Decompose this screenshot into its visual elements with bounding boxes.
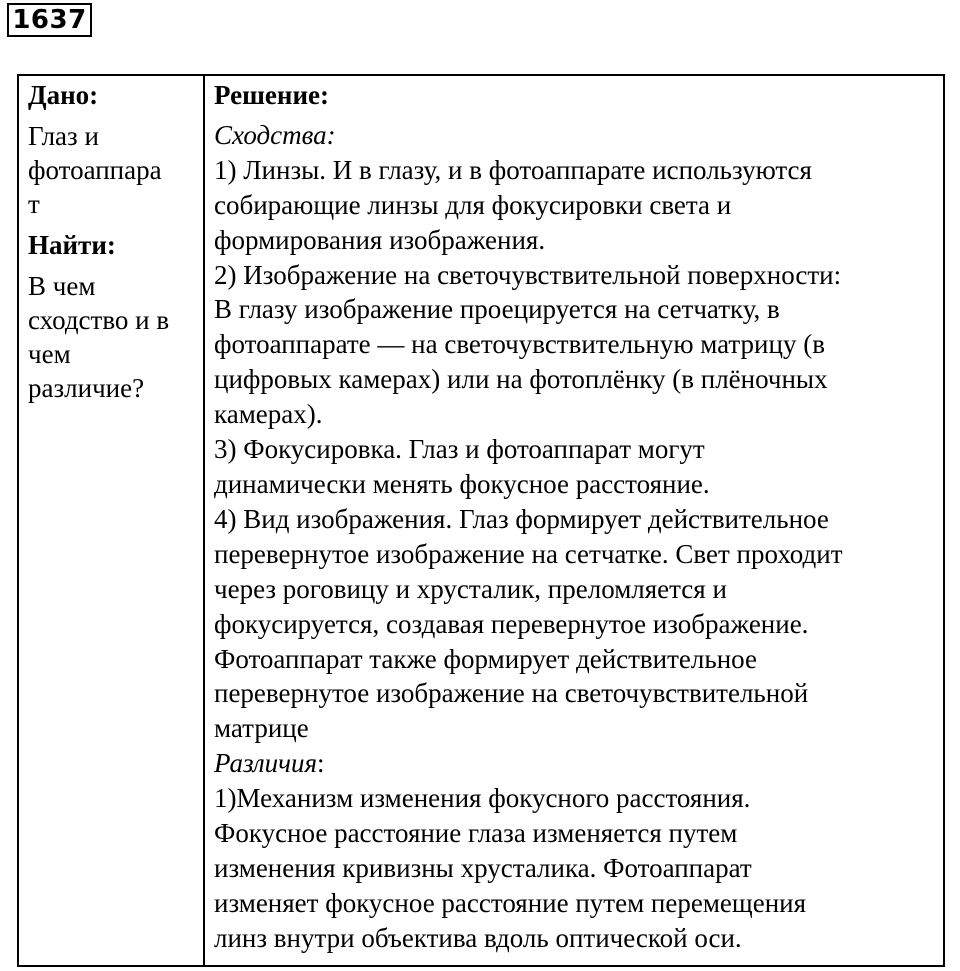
solution-line: линз внутри объектива вдоль оптической оси. xyxy=(214,922,742,953)
solution-line: матрице xyxy=(214,713,309,744)
solution-line: цифровых камерах) или на фотоплёнку (в плёночных xyxy=(214,364,828,395)
solution-line: 3) Фокусировка. Глаз и фотоаппарат могут xyxy=(214,434,705,465)
given-heading: Дано: xyxy=(28,80,99,110)
problem-number: 1637 xyxy=(7,3,92,37)
solution-line: Фотоаппарат также формирует действительное xyxy=(214,643,757,674)
find-heading: Найти: xyxy=(28,230,116,260)
differences-label: Различия xyxy=(214,748,318,779)
solution-line: 1) Линзы. И в глазу, и в фотоаппарате используются xyxy=(214,154,812,185)
solution-line: формирования изображения. xyxy=(214,224,546,255)
solution-line: собирающие линзы для фокусировки света и xyxy=(214,189,732,220)
solution-column xyxy=(205,76,943,965)
solution-line: камерах). xyxy=(214,399,323,430)
find-line: сходство и в xyxy=(28,305,170,335)
solution-line: изменяет фокусное расстояние путем перемещения xyxy=(214,887,807,918)
find-line: В чем xyxy=(28,271,96,301)
differences-label-line xyxy=(214,746,943,781)
solution-line: 2) Изображение на светочувствительной поверхности: xyxy=(214,259,842,290)
solution-line: Фокусное расстояние глаза изменяется путем xyxy=(214,818,738,849)
solution-line: фокусируется, создавая перевернутое изображение. xyxy=(214,608,809,639)
solution-line: изменения кривизны хрусталика. Фотоаппарат xyxy=(214,852,752,883)
given-line: Глаз и xyxy=(28,121,99,151)
find-line: чем xyxy=(28,339,71,369)
given-column xyxy=(19,76,205,965)
solution-line: 1)Механизм изменения фокусного расстояния. xyxy=(214,783,751,814)
solution-line: динамически менять фокусное расстояние. xyxy=(214,468,710,499)
similarities-label: Сходства: xyxy=(214,119,336,150)
solution-line: через роговицу и хрусталик, преломляется и xyxy=(214,573,727,604)
solution-heading: Решение: xyxy=(214,80,329,110)
solution-line: фотоаппарате — на светочувствительную матрицу (в xyxy=(214,329,825,360)
find-text xyxy=(28,269,197,405)
given-line: фотоаппара xyxy=(28,155,162,185)
solution-line: перевернутое изображение на сетчатке. Свет проходит xyxy=(214,538,843,569)
given-line: т xyxy=(28,189,40,219)
solution-table xyxy=(17,74,945,967)
solution-line: В глазу изображение проецируется на сетчатку, в xyxy=(214,294,780,325)
find-line: различие? xyxy=(28,373,145,403)
given-text xyxy=(28,119,197,221)
solution-line: 4) Вид изображения. Глаз формирует действительное xyxy=(214,503,829,534)
differences-colon: : xyxy=(317,748,325,779)
solution-line: перевернутое изображение на светочувствительной xyxy=(214,678,809,709)
